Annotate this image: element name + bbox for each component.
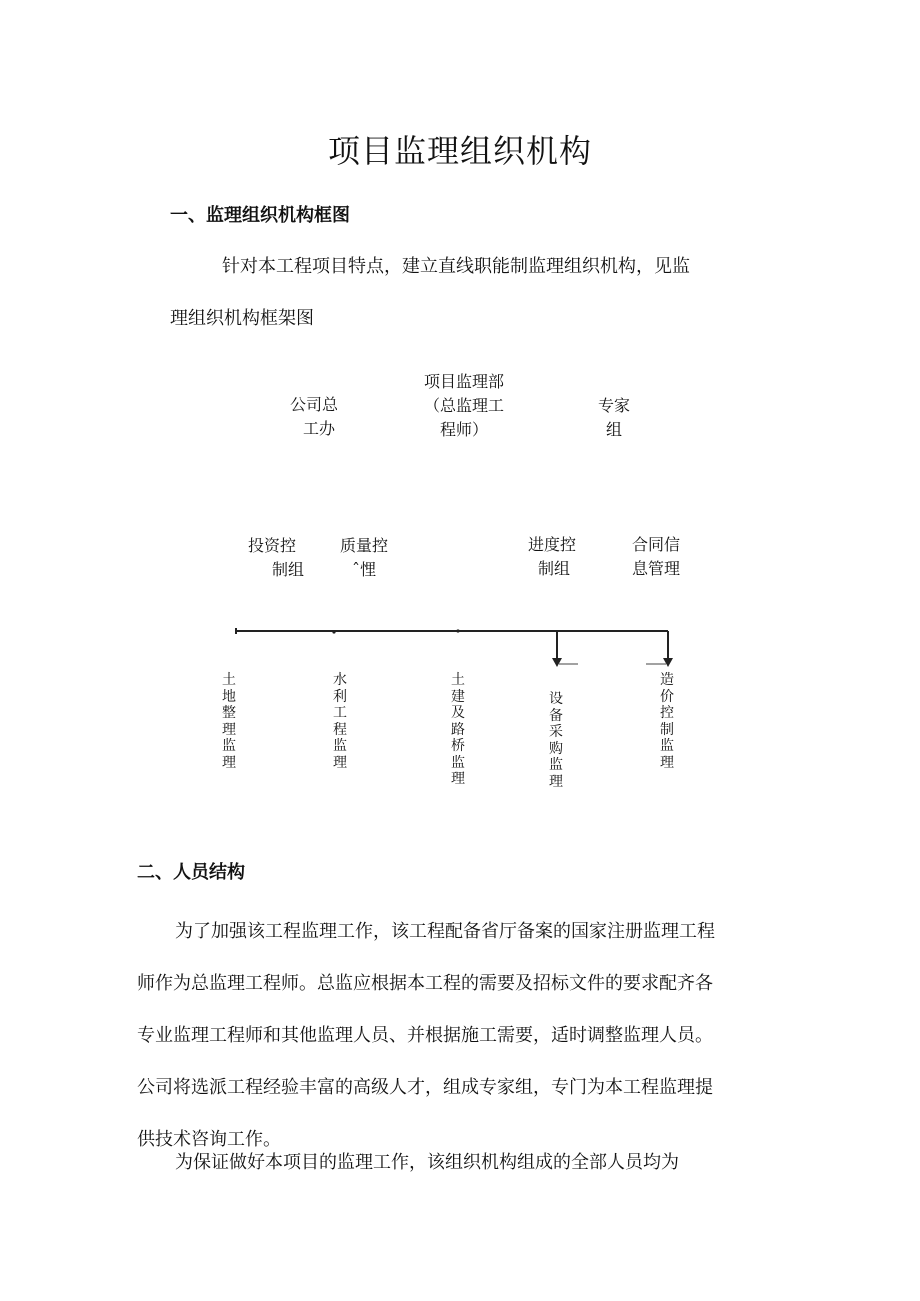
page-title: 项目监理组织机构 xyxy=(327,132,592,170)
node-contract-info: 合同信 息管理 xyxy=(632,535,681,578)
section2-paragraph-2 xyxy=(175,1148,679,1174)
paragraph-line: 师作为总监理工程师。总监应根据本工程的需要及招标文件的要求配齐各 xyxy=(137,973,713,994)
section-heading-personnel: 二、人员结构 xyxy=(137,862,245,883)
node-quality-control: 质量控 ˆ悝 xyxy=(340,536,389,579)
junction-dot xyxy=(456,629,459,632)
leaf-water-conservancy: 水 利 工 程 监 理 xyxy=(333,672,347,771)
paragraph-line: 供技术咨询工作。 xyxy=(137,1129,281,1150)
arrow-head xyxy=(663,658,673,667)
paragraph-line: 公司将选派工程经验丰富的高级人才，组成专家组，专门为本工程监理提 xyxy=(137,1077,713,1098)
paragraph-line: 专业监理工程师和其他监理人员、并根据施工需要，适时调整监理人员。 xyxy=(137,1025,713,1046)
section2-paragraph-1 xyxy=(137,906,715,1166)
leaf-equipment-procurement: 设 备 采 购 监 理 xyxy=(549,691,563,790)
section-heading-org-chart: 一、监理组织机构框图 xyxy=(170,205,350,226)
paragraph-line: 理组织机构框架图 xyxy=(170,308,314,329)
node-investment-control: 投资控 制组 xyxy=(248,536,305,579)
node-expert-group: 专家 组 xyxy=(598,396,631,439)
paragraph-line: 为保证做好本项目的监理工作，该组织机构组成的全部人员均为 xyxy=(175,1152,679,1173)
node-project-department: 项目监理部 （总监理工 程师） xyxy=(424,372,505,439)
junction-dot xyxy=(332,630,335,633)
arrow-head xyxy=(552,658,562,667)
leaf-civil-road-bridge: 土 建 及 路 桥 监 理 xyxy=(451,672,465,787)
paragraph-line: 针对本工程项目特点，建立直线职能制监理组织机构，见监 xyxy=(222,256,690,277)
node-schedule-control: 进度控 制组 xyxy=(528,535,577,578)
leaf-cost-control: 造 价 控 制 监 理 xyxy=(660,672,674,771)
paragraph-line: 为了加强该工程监理工作，该工程配备省厅备案的国家注册监理工程 xyxy=(175,921,715,942)
node-company-office: 公司总 工办 xyxy=(290,395,339,438)
leaf-land-consolidation: 土 地 整 理 监 理 xyxy=(222,672,236,771)
